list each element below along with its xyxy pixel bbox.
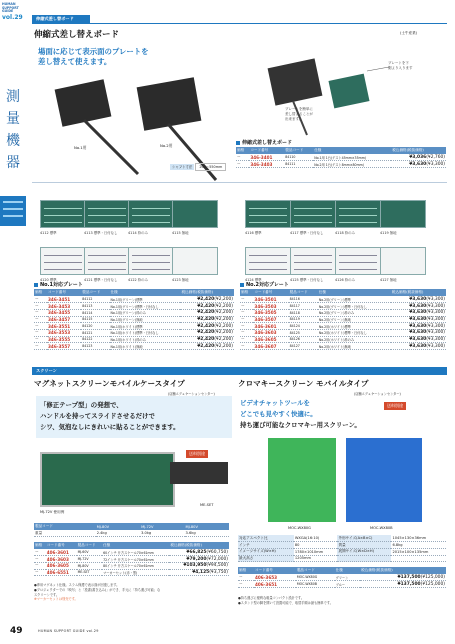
cell: No.1用(グリーン)標準・日付なし <box>110 303 181 310</box>
spec-cell: 6.8kg <box>391 542 446 549</box>
price-cell: ¥2,420(¥2,200) <box>180 316 234 323</box>
main-product-table <box>236 138 446 168</box>
image-caption: ME-SET <box>200 503 214 507</box>
plate-image <box>380 247 426 275</box>
cell: ー <box>240 296 253 303</box>
headline <box>38 47 149 67</box>
cell: ー <box>34 549 46 556</box>
price-cell: ¥137,500(¥125,000) <box>360 581 446 588</box>
table-row[interactable] <box>240 336 446 343</box>
cell: ー <box>34 562 46 569</box>
code-cell: 346-3601 <box>253 323 288 330</box>
magnet-spec-table: 製品コード MJ-80V MJ-72V MJ-80V 重量 2.4kg 3.0kg 3.6kg <box>34 523 229 537</box>
spec-cell: 質量 <box>337 542 391 549</box>
plate-image <box>290 200 336 228</box>
category-char: 測 <box>6 89 20 105</box>
col-header: 価格 <box>236 147 249 154</box>
cell: No.1用(グリーン)無地 <box>110 316 181 323</box>
thumb-caption: 4117 標準・日付なし <box>290 231 324 235</box>
table-row[interactable] <box>240 329 446 336</box>
shaft-spec <box>170 164 234 171</box>
col-header: 仕様 <box>102 542 169 549</box>
code-cell: 346-3401 <box>249 154 284 161</box>
table-row[interactable] <box>240 296 446 303</box>
table-row[interactable] <box>236 154 446 161</box>
price-cell: ¥3,630(¥3,300) <box>391 161 446 168</box>
cell: ー <box>240 329 253 336</box>
plate-image <box>245 200 291 228</box>
plate-thumbnail[interactable] <box>128 200 177 238</box>
cell: MOC-WX80B <box>296 581 335 588</box>
cell: ー <box>240 309 253 316</box>
thumb-caption: 4114 枠のみ <box>128 231 148 235</box>
code-cell: 346-3457 <box>47 316 81 323</box>
cell: ー <box>240 343 253 350</box>
table-row[interactable] <box>240 303 446 310</box>
cell: MJ-80V <box>77 562 103 569</box>
cell: 84111 <box>284 161 313 168</box>
table-row[interactable] <box>34 549 229 556</box>
plate-image <box>290 247 336 275</box>
table-row[interactable] <box>240 323 446 330</box>
thumb-caption: 4126 枠のみ <box>335 278 355 282</box>
table-title: 伸縮式差し替えボード <box>236 138 446 147</box>
code-cell: 346-3553 <box>47 329 81 336</box>
headline-line: 場面に応じて表示面のプレートを <box>38 47 149 56</box>
code-cell: 406-3603 <box>46 556 77 563</box>
col-header: 価格 <box>34 542 46 549</box>
table-row[interactable] <box>240 309 446 316</box>
cell: 84125 <box>289 329 318 336</box>
cell: No.2用(グリーン)標準 <box>318 296 391 303</box>
image-caption: MOC-WX80B <box>370 526 393 530</box>
brand-vol: vol.29 <box>2 13 23 21</box>
code-cell: 346-3505 <box>253 309 288 316</box>
table-row[interactable] <box>34 303 234 310</box>
price-cell: ¥3,630(¥3,300) <box>391 309 446 316</box>
plate-image <box>172 200 218 228</box>
thumb-caption: 4113 標準・日付なし <box>84 231 118 235</box>
product-title: 伸縮式差し替えボード <box>34 30 120 40</box>
callout-bottom <box>285 107 313 121</box>
plate-insert-illustration <box>243 57 443 139</box>
code-cell: 346-3453 <box>47 303 81 310</box>
headline-line: ハンドルを持ってスライドさせるだけで <box>40 412 155 420</box>
product-title: クロマキースクリーン モバイルタイプ <box>238 379 369 388</box>
price-cell: ¥79,200(¥72,000) <box>169 556 229 563</box>
table-row[interactable] <box>34 569 229 576</box>
price-cell: ¥66,825(¥60,750) <box>169 549 229 556</box>
col-header: 仕様 <box>110 289 181 296</box>
spec-cell: 1780×1010mm <box>294 548 338 555</box>
cell: ー <box>236 154 249 161</box>
plate-thumbnail[interactable] <box>172 200 221 238</box>
cell: No.2用(グリーン)標準・日付なし <box>318 303 391 310</box>
col-header: 税込価格(税抜価格) <box>360 567 446 574</box>
cell: 60インチ 片方スケール70×61mm <box>102 549 169 556</box>
col-header: 製品コード <box>296 567 335 574</box>
table-row[interactable] <box>34 343 234 350</box>
thumb-caption: 4120 標準 <box>40 278 57 282</box>
cell: No.1用(ホワイト)標準・日付なし <box>110 329 181 336</box>
price-cell: ¥3,630(¥3,300) <box>391 323 446 330</box>
category-char: 量 <box>6 111 20 127</box>
cell: ー <box>240 316 253 323</box>
cell: ー <box>34 316 47 323</box>
code-cell: 346-3557 <box>47 343 81 350</box>
price-cell: ¥3,630(¥3,300) <box>391 316 446 323</box>
col-header: 税込価格(税抜価格) <box>391 147 446 154</box>
headline <box>40 400 180 433</box>
cell: ー <box>34 336 47 343</box>
cell: 84110 <box>284 154 313 161</box>
cell: No.2用(ホワイト)標準・日付なし <box>318 329 391 336</box>
plate-image <box>128 247 174 275</box>
spec-cell: 最大高さ <box>238 555 294 562</box>
col-header: 仕様 <box>335 567 360 574</box>
table-row[interactable] <box>34 556 229 563</box>
spec-row <box>238 542 446 549</box>
cell: ー <box>34 303 47 310</box>
thumb-caption: 4127 無地 <box>380 278 397 282</box>
code-cell: 406-6551 <box>46 569 77 576</box>
col-header: 価格 <box>240 289 253 296</box>
shipping-badge: 送料別途 <box>186 450 208 458</box>
table-title: No.1対応プレート <box>34 280 234 289</box>
shaft-label: シャフト寸法 <box>172 165 193 169</box>
cell: ー <box>240 303 253 310</box>
spec-row <box>238 548 446 555</box>
product-title: マグネットスクリーンモバイルケースタイプ <box>34 379 185 388</box>
price-cell: ¥3,036(¥2,760) <box>391 154 446 161</box>
cell: No.2用(ホワイト)標準 <box>318 323 391 330</box>
cell: No.2用 1台(ゲスト8mm×80mm) <box>313 161 391 168</box>
cell: 84112 <box>81 296 109 303</box>
brand-line: HUMAN <box>2 2 16 6</box>
thumb-caption: 4118 枠のみ <box>335 231 355 235</box>
green-screen-image <box>268 438 336 522</box>
table-title: No.2対応プレート <box>240 280 446 289</box>
cell: MJ-72V <box>77 556 103 563</box>
code-cell: 346-3503 <box>253 303 288 310</box>
cell: 84117 <box>289 303 318 310</box>
price-cell: ¥2,420(¥2,200) <box>180 296 234 303</box>
shipping-badge: 送料別途 <box>384 402 406 410</box>
callout-line: 側より入ります <box>388 65 413 70</box>
code-cell: 346-3551 <box>47 323 81 330</box>
code-cell: 406-3651 <box>254 581 296 588</box>
headline-line: どこでも見やすく快適に。 <box>240 410 317 418</box>
headline-line: 持ち運び可能なクロマキー用スクリーン。 <box>240 421 361 429</box>
col-header: 税込価格(税抜価格) <box>169 542 229 549</box>
notes: ●専用マグネット仕様。スラム保護で表示面が回復します。 ●プロジェクターでの「映写」と「投書(書き込み)」ができ、手元に「持ち運び可能」な スクリーンです。 ※マーカーセットは別売です。 <box>34 583 161 602</box>
plate-image <box>128 200 174 228</box>
cell: ー <box>240 336 253 343</box>
price-cell: ¥4,125(¥3,750) <box>169 569 229 576</box>
spec-cell: 外形サイズ(A×B×C) <box>337 535 391 542</box>
callout-line: 出来ます。 <box>285 116 303 121</box>
col-header: 製品コード <box>289 289 318 296</box>
table-row[interactable] <box>34 329 234 336</box>
table-row[interactable] <box>34 323 234 330</box>
code-cell: 346-3451 <box>47 296 81 303</box>
notes: ●持ち運びに便利な軽量コンパクト設計です。 ●スタンド型の脚を開いて設置可能で、取替手順は最も簡単です。 <box>238 596 333 605</box>
cell: 84115 <box>81 316 109 323</box>
price-cell: ¥3,630(¥3,300) <box>391 343 446 350</box>
cell: ー <box>34 323 47 330</box>
cell: No.1用(ホワイト)標準 <box>110 323 181 330</box>
price-cell: ¥3,630(¥3,300) <box>391 296 446 303</box>
code-cell: 406-3653 <box>254 574 296 581</box>
code-cell: 346-3605 <box>253 336 288 343</box>
cell: ー <box>240 323 253 330</box>
cell: No.2用(グリーン)枠のみ <box>318 309 391 316</box>
price-cell: ¥2,420(¥2,200) <box>180 336 234 343</box>
section-bar: スクリーン <box>32 367 447 375</box>
spec-cell: 1045×130×36mm <box>391 535 446 542</box>
code-cell: 346-3455 <box>47 309 81 316</box>
col-header: 価格 <box>238 567 254 574</box>
thumb-caption: 4116 標準 <box>245 231 262 235</box>
price-cell: ¥2,420(¥2,200) <box>180 303 234 310</box>
col-header: 価格 <box>34 289 47 296</box>
category-char: 器 <box>6 155 20 171</box>
code-cell: 346-3607 <box>253 343 288 350</box>
col-header: コード番号 <box>253 289 288 296</box>
magnet-screen-image <box>40 452 175 507</box>
cell: 84119 <box>289 316 318 323</box>
col-header: コード番号 <box>249 147 284 154</box>
cell: グリーン <box>335 574 360 581</box>
headline-line: シワ、気泡なしにきれいに貼ることができます。 <box>40 423 180 431</box>
plate-image <box>84 200 130 228</box>
cell: ー <box>238 574 254 581</box>
spec-cell: 対応アスペクト比 <box>238 535 294 542</box>
brand-line: SUPPORT <box>2 5 19 10</box>
price-cell: ¥103,950(¥94,500) <box>169 562 229 569</box>
spec-cell: 1205mm <box>294 555 338 562</box>
col-header: 税込価格(税抜価格) <box>180 289 234 296</box>
cell: ー <box>34 296 47 303</box>
cell: 72インチ 片方スケール70×61mm <box>102 556 169 563</box>
cell: 84123 <box>81 343 109 350</box>
code-cell: 346-3501 <box>253 296 288 303</box>
category-char: 機 <box>6 133 20 149</box>
headline-line: 差し替えて使えます。 <box>38 57 112 66</box>
thumb-caption: 4119 無地 <box>380 231 397 235</box>
price-cell: ¥3,630(¥3,300) <box>391 336 446 343</box>
plate-image <box>172 247 218 275</box>
plate-image <box>335 247 381 275</box>
col-header: コード番号 <box>46 542 77 549</box>
thumb-caption: 4124 標準 <box>245 278 262 282</box>
thumb-caption: 4123 無地 <box>172 278 189 282</box>
cell: ブルー <box>335 581 360 588</box>
spec-cell: WXGA(16:10) <box>294 535 338 542</box>
maker: (土牛産業) <box>400 31 418 35</box>
callout-top <box>388 61 413 71</box>
magnet-product-table <box>34 542 229 576</box>
price-cell: ¥2,420(¥2,200) <box>180 323 234 330</box>
cell: 84121 <box>81 329 109 336</box>
headline <box>240 398 361 431</box>
marker-set-image <box>170 462 228 484</box>
plate-thumbnail[interactable] <box>84 200 133 238</box>
plate-thumbnail[interactable] <box>290 200 339 238</box>
code-cell: 346-3507 <box>253 316 288 323</box>
plate-image <box>40 200 86 228</box>
cell: 84118 <box>289 309 318 316</box>
image-caption: MJ-72V 使用例 <box>40 510 65 514</box>
cell: 84114 <box>81 309 109 316</box>
col-header: 製品コード <box>81 289 109 296</box>
price-cell: ¥137,500(¥125,000) <box>360 574 446 581</box>
cell: MOC-WX80G <box>296 574 335 581</box>
cell: No.2用(グリーン)無地 <box>318 316 391 323</box>
cell: No.1用(グリーン)枠のみ <box>110 309 181 316</box>
spec-cell: 展開サイズ(W×D×H) <box>337 548 391 555</box>
plate-thumbnail[interactable] <box>40 200 89 238</box>
chroma-spec-table <box>238 535 446 562</box>
table-row[interactable] <box>34 309 234 316</box>
cell: 84126 <box>289 336 318 343</box>
price-cell: ¥3,630(¥3,300) <box>391 303 446 310</box>
table-row[interactable] <box>238 581 446 588</box>
price-cell: ¥2,420(¥2,200) <box>180 309 234 316</box>
spec-cell <box>391 555 446 562</box>
spec-cell: インチ <box>238 542 294 549</box>
thumb-caption: 4112 標準 <box>40 231 57 235</box>
table-row[interactable] <box>240 343 446 350</box>
cell: 84116 <box>289 296 318 303</box>
divider <box>32 182 447 183</box>
cell: ー <box>34 329 47 336</box>
spec-row <box>238 555 446 562</box>
spec-cell: 2015×100×135mm <box>391 548 446 555</box>
plate-thumbnail[interactable] <box>380 200 429 238</box>
plate2-table <box>240 280 446 350</box>
spec-cell: イメージサイズ(W×H) <box>238 548 294 555</box>
cell: ー <box>238 581 254 588</box>
table-row[interactable] <box>240 316 446 323</box>
divider <box>32 23 447 24</box>
cell: 84113 <box>81 303 109 310</box>
headline-line: 「修正テープ型」の発想で、 <box>40 401 123 409</box>
cell: 80インチ 片方スケール70×61mm <box>102 562 169 569</box>
callout-line: 差し替えることが <box>285 111 313 116</box>
callout-line: プレートを下 <box>388 61 409 65</box>
col-header: コード番号 <box>47 289 81 296</box>
code-cell: 346-3403 <box>249 161 284 168</box>
cell: No.1用(ホワイト)無地 <box>110 343 181 350</box>
cell: 84124 <box>289 323 318 330</box>
code-cell: 346-3555 <box>47 336 81 343</box>
code-cell: 406-3605 <box>46 562 77 569</box>
plate-image <box>245 247 291 275</box>
cell: ー <box>34 309 47 316</box>
code-cell: 406-3601 <box>46 549 77 556</box>
callout-line: プレートを簡単に <box>285 107 313 111</box>
brand-line: GUIDE <box>2 9 14 14</box>
spec-cell: 80 <box>294 542 338 549</box>
cell: ー <box>236 161 249 168</box>
cell: No.2用(ホワイト)無地 <box>318 343 391 350</box>
plate-thumbnail[interactable] <box>245 200 294 238</box>
cell: No.2用(ホワイト)枠のみ <box>318 336 391 343</box>
cell: ー <box>34 569 46 576</box>
table-row[interactable] <box>34 296 234 303</box>
category-tab[interactable] <box>0 196 26 226</box>
chroma-product-table <box>238 567 446 588</box>
col-header: コード番号 <box>254 567 296 574</box>
spec-row <box>238 535 446 542</box>
maker: (店舗エデュケーションセンター) <box>354 392 401 396</box>
price-cell: ¥2,420(¥2,200) <box>180 343 234 350</box>
plate-image <box>40 247 86 275</box>
spec-cell <box>337 555 391 562</box>
code-cell: 346-3603 <box>253 329 288 336</box>
plate-image <box>84 247 130 275</box>
headline-line: ビデオチャットツールを <box>240 399 310 407</box>
col-header: 税込価格(税抜価格) <box>391 289 446 296</box>
cell: ー <box>34 343 47 350</box>
image-caption: MOC-WX80G <box>288 526 311 530</box>
shaft-value: 200〜550mm <box>195 163 226 171</box>
table-row[interactable] <box>34 336 234 343</box>
price-cell: ¥3,630(¥3,300) <box>391 329 446 336</box>
col-header: 製品コード <box>77 542 103 549</box>
plate1-table <box>34 280 234 350</box>
page-number: 49 <box>10 626 23 636</box>
label-no2: No.2用 <box>160 143 173 148</box>
col-header: 仕様 <box>318 289 391 296</box>
blue-screen-image <box>346 438 422 522</box>
thumb-caption: 4122 枠のみ <box>128 278 148 282</box>
price-cell: ¥2,420(¥2,200) <box>180 329 234 336</box>
plate-image <box>335 200 381 228</box>
cell: 84122 <box>81 336 109 343</box>
section-bar: 伸縮式差し替ボード <box>32 15 90 23</box>
cell: 84127 <box>289 343 318 350</box>
cell: MJ-60V <box>77 549 103 556</box>
cell: ME-SET <box>77 569 103 576</box>
cell: ー <box>34 556 46 563</box>
table-row[interactable] <box>236 161 446 168</box>
cell: 84120 <box>81 323 109 330</box>
col-header: 製品コード <box>284 147 313 154</box>
thumb-caption: 4115 無地 <box>172 231 189 235</box>
cell: No.1用(グリーン)標準 <box>110 296 181 303</box>
plate-image <box>380 200 426 228</box>
footer-text: HUMAN SUPPORT GUIDE vol.29 <box>38 629 99 633</box>
table-row[interactable] <box>238 574 446 581</box>
table-row[interactable] <box>34 316 234 323</box>
col-header: 仕様 <box>313 147 391 154</box>
cell: No.1用(ホワイト)枠のみ <box>110 336 181 343</box>
label-no1: No.1用 <box>74 145 87 150</box>
plate-thumbnail[interactable] <box>335 200 384 238</box>
cell: No.1用 1台(ゲスト45mm×35mm) <box>313 154 391 161</box>
cell: マーカーセット(赤・黒) <box>102 569 169 576</box>
category-label <box>6 86 22 174</box>
maker: (店舗エデュケーションセンター) <box>168 392 215 396</box>
thumb-caption: 4125 標準・日付なし <box>290 278 324 282</box>
brand-logo <box>2 3 24 21</box>
thumb-caption: 4121 標準・日付なし <box>84 278 118 282</box>
table-row[interactable] <box>34 562 229 569</box>
